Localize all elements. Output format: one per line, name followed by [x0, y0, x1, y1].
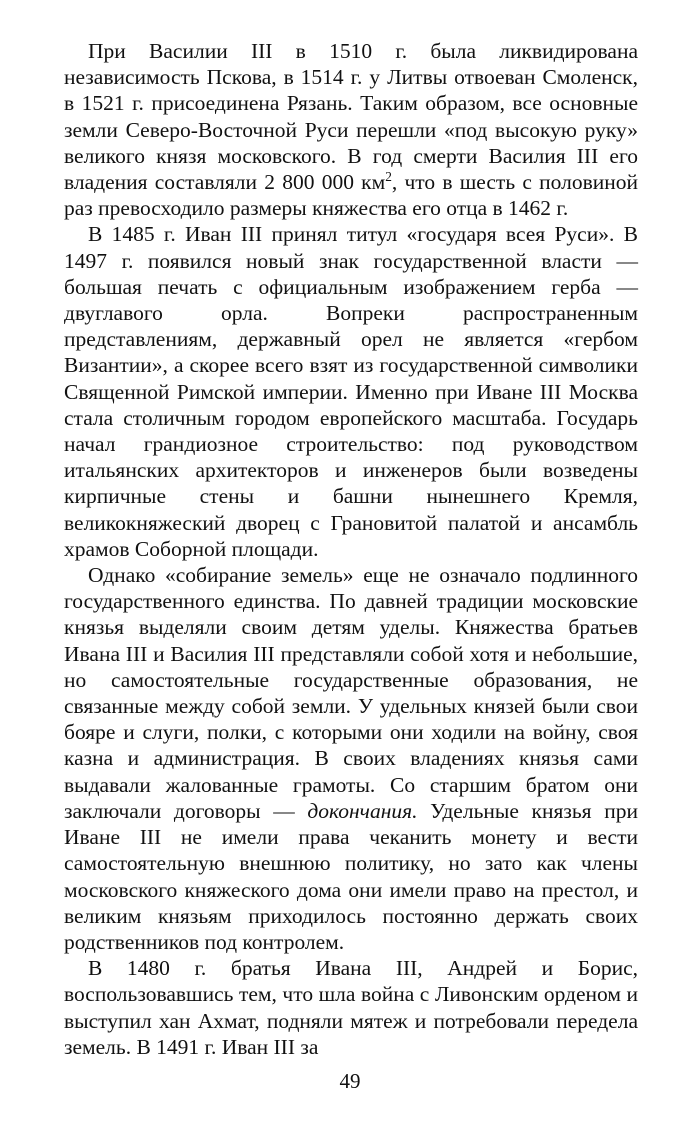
page-body — [64, 38, 638, 1060]
paragraph-text-after-term: Удельные князья при Иване III не имели права чеканить монету и вести самостоятельную внешнюю политику, но зато как члены московского княжеского дома они имели право на престол, и великим князьям приходилось постоянно держать своих родственников под контролем. — [64, 798, 638, 954]
paragraph-vasily-iii: При Василии III в 1510 г. была ликвидирована независимость Пскова, в 1514 г. у Литвы отвоеван Смоленск, в 1521 г. присоединена Рязань. Таким образом, все основные земли Северо-Восточной Руси перешли «под высокую руку» великого князя московского. В год смерти Василия III его владения составляли 2 800 000 $км^2$, что в шесть с половиной раз превосходило размеры княжества его отца в 1462 г. — [64, 39, 638, 221]
page-number: 49 — [339, 1069, 361, 1093]
paragraph-text-before-term: Однако «собирание земель» еще не означало подлинного государственного единства. По давней традиции московские князья выделяли своим детям уделы. Княжества братьев Ивана III и Василия III представляли собой хотя и небольшие, но самостоятельные государственные образования, не связанные между собой земли. У удельных князей были свои бояре и слуги, полки, с которыми они ходили на войну, своя казна и администрация. В своих владениях князья сами выдавали жалованные грамоты. Со старшим братом они заключали договоры — — [64, 563, 638, 823]
paragraph-appanage-principalities — [64, 562, 638, 955]
paragraph-ivan-iii-title: В 1485 г. Иван III принял титул «государя всея Руси». В 1497 г. появился новый знак государственной власти — большая печать с официальным изображением герба — двуглавого орла. Вопреки распространенным представлениям, державный орел не является «гербом Византии», а скорее всего взят из государственной символики Священной Римской империи. Именно при Иване III Москва стала столичным городом европейского масштаба. Государь начал грандиозное строительство: под руководством итальянских архитекторов и инженеров были возведены кирпичные стены и башни нынешнего Кремля, великокняжеский дворец с Грановитой палатой и ансамбль храмов Соборной площади. — [64, 222, 638, 561]
term-dokonchaniya: докончания. — [307, 798, 418, 823]
superscript-square: 2 — [385, 168, 392, 184]
paragraph-brothers-revolt: В 1480 г. братья Ивана III, Андрей и Борис, воспользовавшись тем, что шла война с Ливонским орденом и выступил хан Ахмат, подняли мятеж и потребовали передела земель. В 1491 г. Иван III за — [64, 956, 638, 1059]
